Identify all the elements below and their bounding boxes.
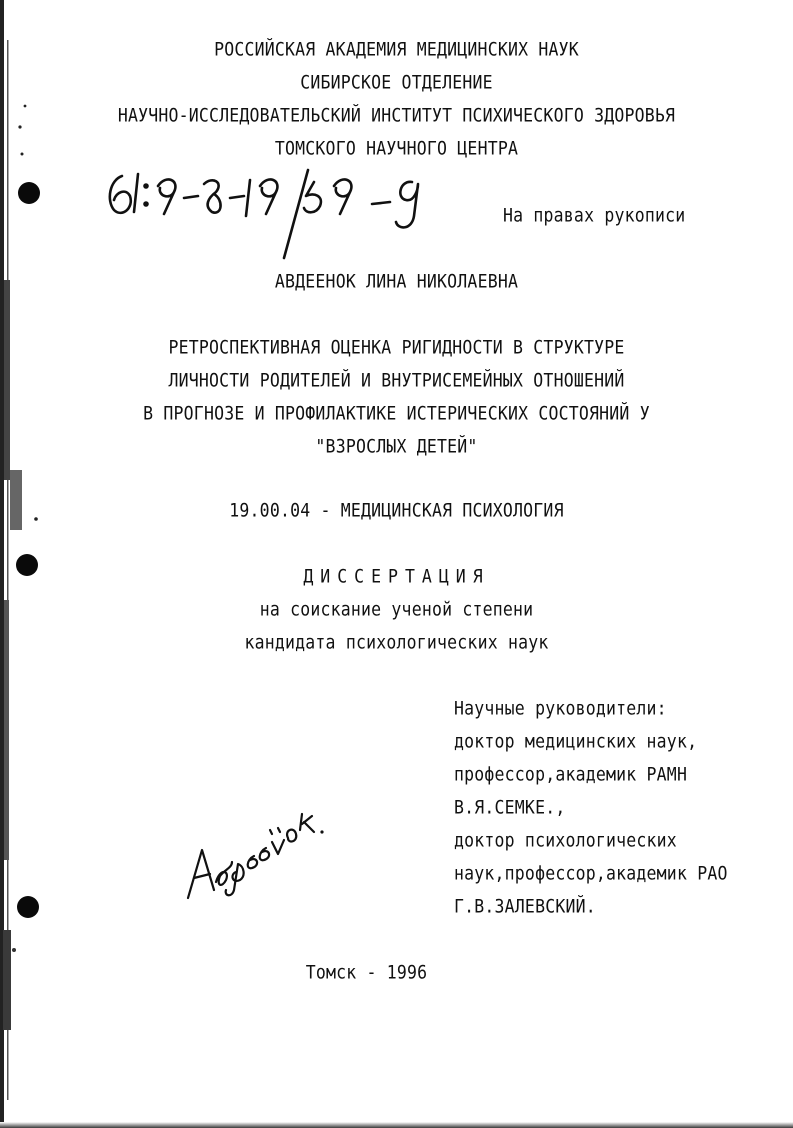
supervisor-2-name: Г.В.ЗАЛЕВСКИЙ.	[454, 895, 596, 917]
title-line-2: ЛИЧНОСТИ РОДИТЕЛЕЙ И ВНУТРИСЕМЕЙНЫХ ОТНОШЕНИЙ	[168, 369, 625, 391]
title-line-4: "ВЗРОСЛЫХ ДЕТЕЙ"	[315, 435, 478, 457]
supervisors-heading: Научные руководители:	[454, 697, 667, 719]
footer-place-year: Томск - 1996	[305, 961, 428, 983]
header-center: ТОМСКОГО НАУЧНОГО ЦЕНТРА	[274, 137, 519, 159]
binder-hole-3	[17, 896, 39, 918]
handwritten-archive-number	[100, 160, 460, 274]
specialty-code: 19.00.04 - МЕДИЦИНСКАЯ ПСИХОЛОГИЯ	[229, 499, 564, 521]
supervisor-1-degree: доктор медицинских наук,	[454, 730, 698, 752]
rights-note: На правах рукописи	[503, 204, 686, 226]
header-institute: НАУЧНО-ИССЛЕДОВАТЕЛЬСКИЙ ИНСТИТУТ ПСИХИЧЕСКОГО ЗДОРОВЬЯ	[117, 104, 676, 126]
header-branch: СИБИРСКОЕ ОТДЕЛЕНИЕ	[300, 71, 493, 93]
binder-hole-1	[18, 182, 40, 204]
handwritten-signature	[180, 790, 340, 914]
degree-line-2: кандидата психологических наук	[244, 631, 549, 653]
author-name: АВДЕЕНОК ЛИНА НИКОЛАЕВНА	[274, 270, 519, 292]
dissertation-word: ДИССЕРТАЦИЯ	[303, 565, 490, 587]
supervisor-2-degree: доктор психологических	[454, 829, 677, 851]
degree-line-1: на соискание ученой степени	[259, 598, 534, 620]
header-academy: РОССИЙСКАЯ АКАДЕМИЯ МЕДИЦИНСКИХ НАУК	[214, 38, 579, 60]
supervisor-1-title: профессор,академик РАМН	[454, 763, 688, 785]
scan-bottom-edge	[0, 1122, 793, 1128]
scan-edge-artifact	[0, 0, 42, 1128]
title-line-3: В ПРОГНОЗЕ И ПРОФИЛАКТИКЕ ИСТЕРИЧЕСКИХ СОСТОЯНИЙ У	[143, 402, 650, 424]
title-line-1: РЕТРОСПЕКТИВНАЯ ОЦЕНКА РИГИДНОСТИ В СТРУКТУРЕ	[168, 336, 625, 358]
supervisor-2-title: наук,профессор,академик РАО	[454, 862, 728, 884]
supervisor-1-name: В.Я.СЕМКЕ.,	[454, 796, 566, 818]
